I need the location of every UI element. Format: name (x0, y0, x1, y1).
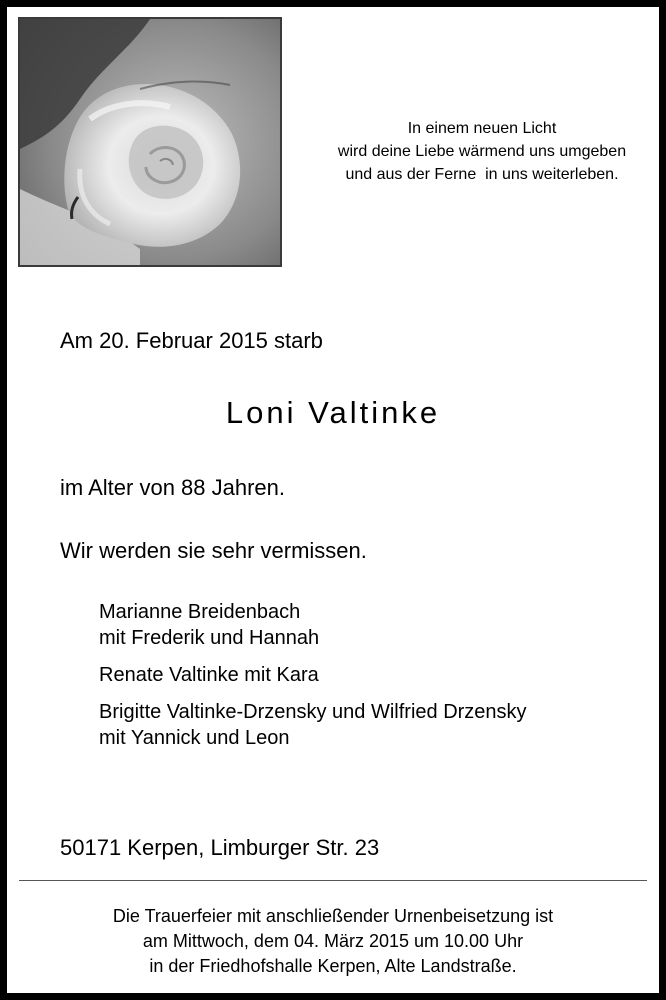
motto-line-3: und aus der Ferne in uns weiterleben. (345, 166, 619, 183)
funeral-line-1: Die Trauerfeier mit anschließender Urnenbeisetzung ist (112, 906, 554, 926)
rose-icon (20, 19, 280, 265)
age-line: im Alter von 88 Jahren. (60, 475, 286, 500)
funeral-line-2: am Mittwoch, dem 04. März 2015 um 10.00 Uhr (142, 931, 524, 951)
motto-line-2: wird deine Liebe wärmend uns umgeben (337, 143, 627, 160)
divider (19, 880, 647, 881)
funeral-line-3: in der Friedhofshalle Kerpen, Alte Landstraße. (149, 956, 517, 976)
mourner-line: mit Frederik und Hannah (99, 627, 320, 649)
mourner-line: Marianne Breidenbach (99, 601, 301, 623)
mourner-line: mit Yannick und Leon (99, 727, 290, 749)
family-address: 50171 Kerpen, Limburger Str. 23 (60, 835, 380, 860)
motto-verse (302, 117, 662, 186)
mourners-list (99, 599, 527, 762)
mourner-line: Brigitte Valtinke-Drzensky und Wilfried Drzensky (99, 701, 527, 723)
mourner-line: Renate Valtinke mit Kara (99, 664, 319, 686)
deceased-name: Loni Valtinke (225, 395, 441, 430)
death-date-intro: Am 20. Februar 2015 starb (60, 328, 323, 353)
mourner-group (99, 599, 527, 651)
funeral-details (7, 904, 659, 979)
farewell-line: Wir werden sie sehr vermissen. (60, 538, 367, 563)
mourner-group (99, 662, 527, 688)
mourner-group (99, 699, 527, 751)
motto-line-1: In einem neuen Licht (407, 120, 557, 137)
rose-photo (18, 17, 282, 267)
